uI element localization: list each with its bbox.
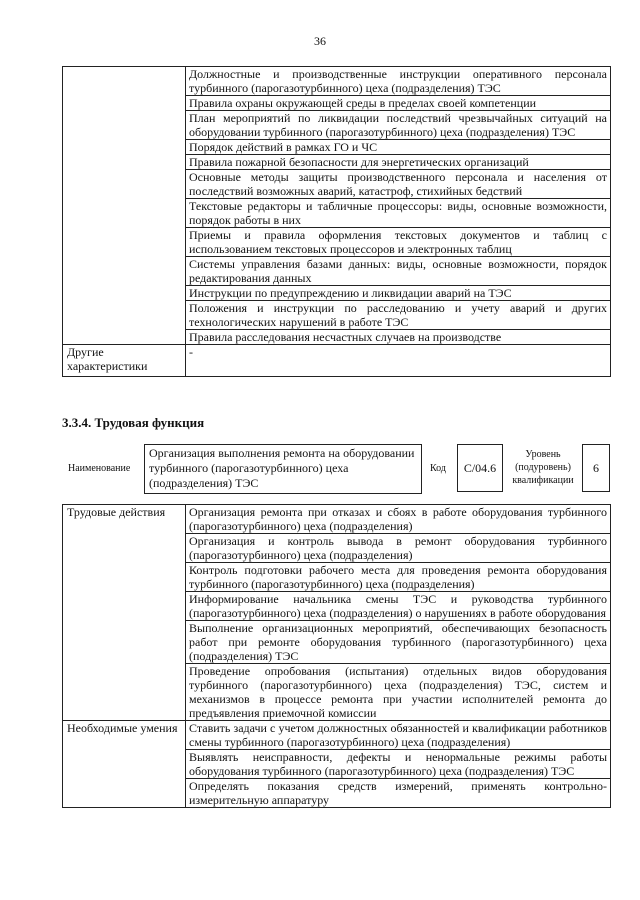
table-cell: Правила пожарной безопасности для энергетических организаций [186,155,611,170]
table-cell-left: Другие характеристики [63,345,186,377]
table-row [63,505,611,534]
table-cell: Проведение опробования (испытания) отдельных видов оборудования турбинного (парогазотурбинного) цеха (подразделения) ТЭС, систем и механизмов в процессе ремонта при участии исполнителей ремонта до предъявления приемочной комиссии [186,664,611,721]
table-cell: Порядок действий в рамках ГО и ЧС [186,140,611,155]
table-cell: Организация ремонта при отказах и сбоях в работе оборудования турбинного (парогазотурбинного) цеха (подразделения) [186,505,611,534]
table-cell-left [63,67,186,345]
level-label: Уровень (подуровень) квалификации [512,449,574,486]
table-row [63,67,611,96]
table-row [63,721,611,750]
table-cell: Приемы и правила оформления текстовых документов и таблиц с использованием текстовых процессоров и электронных таблиц [186,228,611,257]
function-table [62,504,611,808]
table-cell: Определять показания средств измерений, применять контрольно-измерительную аппаратуру [186,779,611,808]
table-cell: Информирование начальника смены ТЭС и руководства турбинного (парогазотурбинного) цеха (подразделения) о нарушениях в работе оборудования [186,592,611,621]
table-cell: Контроль подготовки рабочего места для проведения ремонта оборудования турбинного (парогазотурбинного) цеха (подразделения) [186,563,611,592]
section-heading: 3.3.4. Трудовая функция [62,415,205,430]
name-label: Наименование [68,463,131,474]
table-cell: Правила охраны окружающей среды в пределах своей компетенции [186,96,611,111]
table-cell: Текстовые редакторы и табличные процессоры: виды, основные возможности, порядок работы в них [186,199,611,228]
page-number: 36 [314,34,326,48]
table-cell: Должностные и производственные инструкции оперативного персонала турбинного (парогазотурбинного) цеха (подразделения) ТЭС [186,67,611,96]
code-label: Код [430,463,446,474]
table-cell: Основные методы защиты производственного персонала и населения от последствий возможных аварий, катастроф, стихийных бедствий [186,170,611,199]
table-cell: Ставить задачи с учетом должностных обязанностей и квалификации работников смены турбинного (парогазотурбинного) цеха (подразделения) [186,721,611,750]
table-cell: Инструкции по предупреждению и ликвидации аварий на ТЭС [186,286,611,301]
function-header [62,444,610,494]
level-box: 6 [582,444,610,492]
table-cell: Организация и контроль вывода в ремонт оборудования турбинного (парогазотурбинного) цеха (подразделения) [186,534,611,563]
table-cell-left: Трудовые действия [63,505,186,721]
table-cell: - [186,345,611,377]
knowledge-table [62,66,611,377]
table-cell: Выполнение организационных мероприятий, обеспечивающих безопасность работ при ремонте оборудования турбинного (парогазотурбинного) цеха (подразделения) ТЭС [186,621,611,664]
table-row [63,345,611,377]
table-cell: План мероприятий по ликвидации последствий чрезвычайных ситуаций на оборудовании турбинного (парогазотурбинного) цеха (подразделения) ТЭС [186,111,611,140]
table-cell: Положения и инструкции по расследованию и учету аварий и других технологических нарушений в работе ТЭС [186,301,611,330]
table-cell: Правила расследования несчастных случаев на производстве [186,330,611,345]
code-box: C/04.6 [457,444,503,492]
table-cell: Системы управления базами данных: виды, основные возможности, порядок редактирования данных [186,257,611,286]
table-cell-left: Необходимые умения [63,721,186,808]
function-name-box: Организация выполнения ремонта на оборудовании турбинного (парогазотурбинного) цеха (подразделения) ТЭС [144,444,422,494]
table-cell: Выявлять неисправности, дефекты и ненормальные режимы работы оборудования турбинного (парогазотурбинного) цеха (подразделения) ТЭС [186,750,611,779]
